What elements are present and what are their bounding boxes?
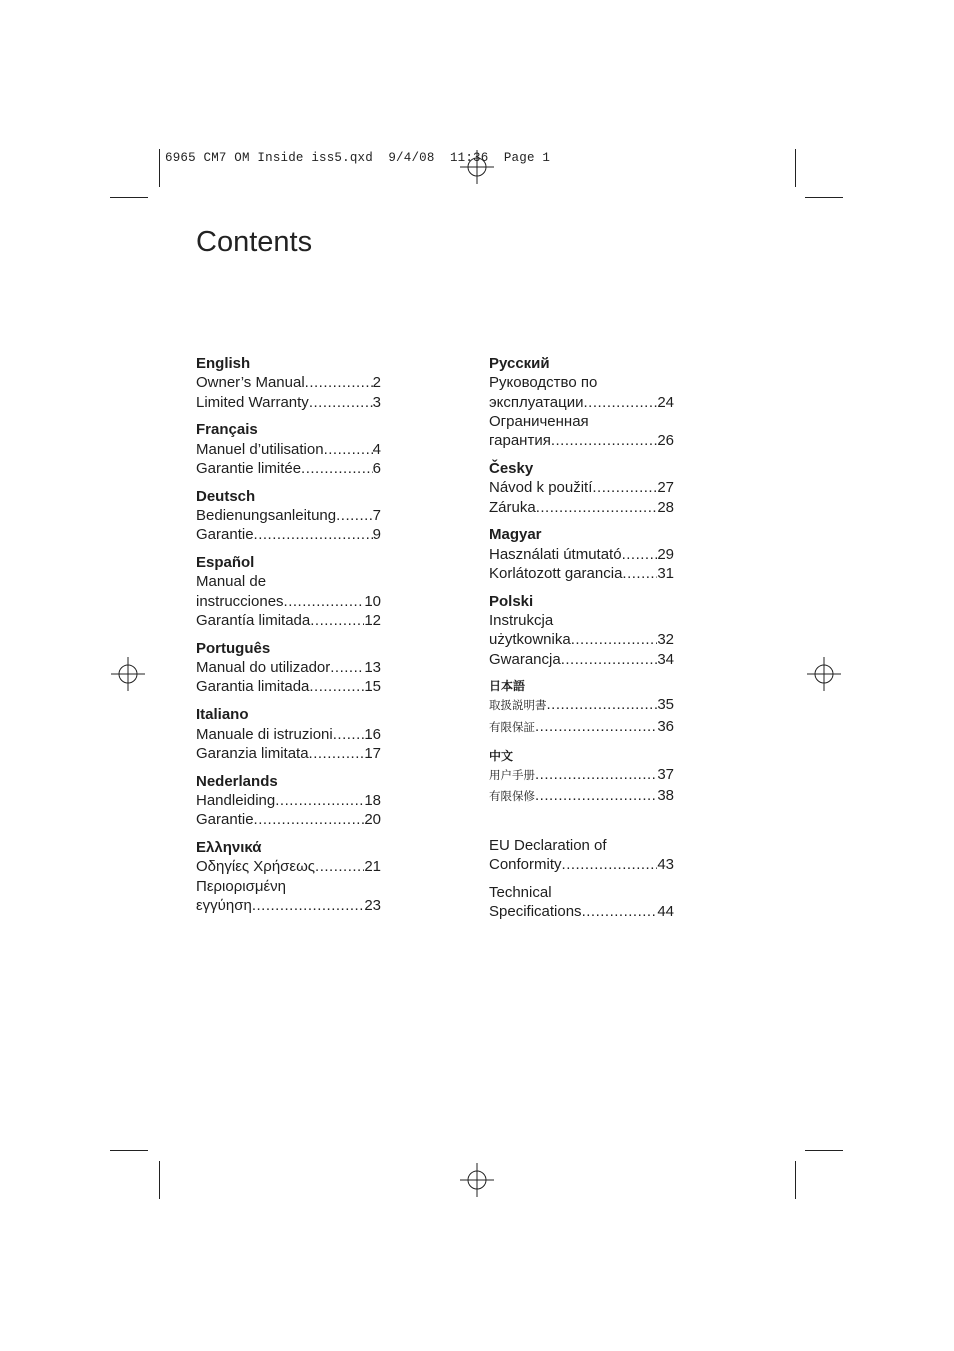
page-number: 26: [657, 432, 674, 450]
page-number: 20: [364, 811, 381, 829]
contents-entry[interactable]: [489, 545, 674, 564]
contents-section: [196, 639, 381, 697]
page-number: 6: [372, 459, 381, 477]
page-number: 38: [657, 786, 674, 804]
entry-line: [196, 506, 381, 525]
contents-section: [489, 459, 674, 517]
entry-line: [196, 857, 381, 876]
dot-leader: [535, 765, 657, 784]
section-heading: 中文: [489, 748, 514, 763]
entry-label: instrucciones: [196, 592, 284, 610]
dot-leader: [622, 564, 657, 583]
crop-mark: [110, 197, 148, 198]
entry-line: [489, 431, 674, 450]
dot-leader: [551, 431, 657, 450]
dot-leader: [571, 630, 658, 649]
contents-entry[interactable]: [489, 373, 674, 412]
contents-entry[interactable]: [196, 525, 381, 544]
entry-label-line: Technical: [489, 883, 552, 901]
contents-section: [196, 420, 381, 478]
entry-line: [196, 611, 381, 630]
print-slug: 6965 CM7 OM Inside iss5.qxd 9/4/08 11:36 Page 1: [165, 151, 551, 165]
crop-mark: [110, 1150, 148, 1151]
entry-label: Garanzia limitata: [196, 744, 309, 762]
page-number: 29: [657, 545, 674, 563]
entry-line: [489, 650, 674, 669]
dot-leader: [252, 896, 364, 915]
entry-line: [196, 373, 381, 392]
entry-line: [196, 810, 381, 829]
contents-section: [196, 772, 381, 830]
contents-section: [489, 677, 674, 738]
entry-label: Garantie: [196, 811, 254, 829]
dot-leader: [562, 855, 658, 874]
page-number: 15: [364, 678, 381, 696]
contents-entry[interactable]: [489, 564, 674, 583]
contents-entry[interactable]: [196, 393, 381, 412]
contents-section: [196, 354, 381, 412]
contents-section: [196, 553, 381, 630]
entry-label: Használati útmutató: [489, 545, 622, 563]
entry-line: [196, 725, 381, 744]
contents-section: [196, 487, 381, 545]
dot-leader: [309, 393, 373, 412]
section-heading: Magyar: [489, 526, 542, 544]
section-heading: Français: [196, 421, 258, 439]
entry-label: эксплуатации: [489, 393, 584, 411]
entry-label: 有限保証: [489, 721, 535, 734]
contents-section: [196, 705, 381, 763]
entry-label-line: Instrukcja: [489, 612, 554, 630]
entry-label: Záruka: [489, 498, 536, 516]
page-number: 9: [372, 526, 381, 544]
dot-leader: [582, 902, 658, 921]
entry-line: [196, 393, 381, 412]
dot-leader: [275, 791, 364, 810]
section-heading: Deutsch: [196, 487, 256, 505]
contents-column-left: [196, 354, 381, 924]
dot-leader: [284, 592, 365, 611]
contents-entry[interactable]: [196, 373, 381, 392]
registration-mark-icon: [807, 657, 841, 691]
dot-leader: [310, 611, 364, 630]
dot-leader: [309, 744, 365, 763]
entry-line: [489, 786, 674, 807]
dot-leader: [622, 545, 658, 564]
entry-label: Gwarancja: [489, 650, 561, 668]
dot-leader: [536, 498, 658, 517]
dot-leader: [584, 393, 658, 412]
entry-label: Manuel d’utilisation: [196, 440, 324, 458]
crop-mark: [805, 1150, 843, 1151]
crop-mark: [159, 149, 160, 187]
contents-section: [489, 836, 674, 875]
dot-leader: [592, 478, 657, 497]
section-heading: Ελληνικά: [196, 839, 262, 857]
contents-entry[interactable]: [489, 498, 674, 517]
contents-column-right: [489, 354, 674, 930]
contents-entry[interactable]: [196, 658, 381, 677]
page-number: 32: [657, 631, 674, 649]
entry-label: Korlátozott garancia: [489, 564, 623, 582]
entry-line: [196, 459, 381, 478]
entry-line: [489, 498, 674, 517]
crop-mark: [795, 149, 796, 187]
entry-line: [489, 765, 674, 786]
entry-line: [489, 695, 674, 716]
entry-line: [489, 478, 674, 497]
contents-entry[interactable]: [489, 883, 674, 922]
contents-entry[interactable]: [489, 611, 674, 650]
contents-entry[interactable]: [489, 478, 674, 497]
dot-leader: [324, 440, 373, 459]
contents-entry[interactable]: [196, 725, 381, 744]
dot-leader: [301, 459, 373, 478]
page-number: 44: [657, 903, 674, 921]
contents-section: [489, 525, 674, 583]
dot-leader: [330, 658, 364, 677]
entry-label-line: EU Declaration of: [489, 836, 607, 854]
entry-line: [489, 564, 674, 583]
entry-label: Οδηγίες Χρήσεως: [196, 858, 316, 876]
page-number: 21: [364, 858, 381, 876]
contents-entry[interactable]: [489, 765, 674, 786]
contents-entry[interactable]: [489, 412, 674, 451]
entry-label: Návod k použití: [489, 479, 593, 497]
entry-label: Manuale di istruzioni: [196, 725, 333, 743]
section-heading: Italiano: [196, 706, 249, 724]
dot-leader: [254, 810, 365, 829]
dot-leader: [305, 373, 373, 392]
entry-label: Handleiding: [196, 791, 276, 809]
page-number: 3: [372, 393, 381, 411]
contents-entry[interactable]: [196, 810, 381, 829]
entry-label: Limited Warranty: [196, 393, 309, 411]
entry-label: Owner’s Manual: [196, 374, 305, 392]
contents-section: [489, 747, 674, 808]
entry-line: [489, 630, 674, 649]
page-number: 34: [657, 650, 674, 668]
entry-label: Manual do utilizador: [196, 659, 331, 677]
contents-entry[interactable]: [489, 695, 674, 716]
contents-section: [489, 354, 674, 450]
contents-entry[interactable]: [489, 650, 674, 669]
entry-label: użytkownika: [489, 631, 571, 649]
page-number: 13: [364, 659, 381, 677]
page-number: 2: [372, 374, 381, 392]
entry-line: [489, 393, 674, 412]
entry-label: Bedienungsanleitung: [196, 507, 337, 525]
contents-entry[interactable]: [196, 744, 381, 763]
registration-mark-icon: [111, 657, 145, 691]
entry-line: [489, 717, 674, 738]
page-number: 36: [657, 717, 674, 735]
entry-label-line: Περιορισμένη: [196, 877, 287, 895]
entry-line: [489, 902, 674, 921]
section-heading: Nederlands: [196, 772, 278, 790]
contents-entry[interactable]: [196, 440, 381, 459]
page-number: 23: [364, 896, 381, 914]
contents-entry[interactable]: [196, 506, 381, 525]
section-heading: English: [196, 355, 251, 372]
contents-entry[interactable]: [196, 877, 381, 916]
crop-mark: [805, 197, 843, 198]
entry-label: Conformity: [489, 855, 562, 873]
entry-label-line: Руководство по: [489, 374, 598, 392]
contents-section: [489, 883, 674, 922]
contents-entry[interactable]: [489, 717, 674, 738]
section-heading: Español: [196, 554, 255, 572]
contents-entry[interactable]: [196, 791, 381, 810]
crop-mark: [795, 1161, 796, 1199]
page-number: 31: [657, 564, 674, 582]
contents-section: [196, 838, 381, 915]
dot-leader: [254, 525, 373, 544]
crop-mark: [159, 1161, 160, 1199]
contents-entry[interactable]: [196, 677, 381, 696]
contents-entry[interactable]: [196, 611, 381, 630]
entry-label: εγγύηση: [196, 896, 252, 914]
dot-leader: [547, 695, 658, 714]
page-number: 35: [657, 696, 674, 714]
page-number: 7: [372, 507, 381, 525]
entry-label-line: Ограниченная: [489, 412, 589, 430]
entry-label-line: Manual de: [196, 573, 267, 591]
page-number: 27: [657, 479, 674, 497]
contents-entry[interactable]: [489, 786, 674, 807]
page-number: 12: [364, 612, 381, 630]
section-gap: [489, 816, 674, 836]
contents-entry[interactable]: [196, 459, 381, 478]
entry-label: Garantía limitada: [196, 612, 311, 630]
entry-line: [489, 545, 674, 564]
dot-leader: [535, 786, 657, 805]
entry-label: 用户手册: [489, 769, 535, 782]
registration-mark-icon: [460, 150, 494, 184]
entry-line: [196, 896, 381, 915]
entry-line: [196, 525, 381, 544]
section-heading: Česky: [489, 459, 534, 477]
entry-line: [196, 658, 381, 677]
entry-line: [196, 592, 381, 611]
contents-entry[interactable]: [489, 836, 674, 875]
dot-leader: [561, 650, 658, 669]
entry-label: Garantie limitée: [196, 459, 302, 477]
section-heading: 日本語: [489, 679, 526, 694]
entry-label: Specifications: [489, 903, 582, 921]
dot-leader: [333, 725, 365, 744]
page-title: Contents: [196, 226, 313, 258]
entry-label: 取扱説明書: [489, 700, 547, 713]
entry-label: Garantie: [196, 526, 254, 544]
page-number: 16: [364, 725, 381, 743]
entry-line: [489, 855, 674, 874]
section-heading: Polski: [489, 592, 534, 610]
page-number: 43: [657, 855, 674, 873]
entry-line: [196, 791, 381, 810]
entry-label: Garantia limitada: [196, 678, 310, 696]
page-number: 4: [372, 440, 381, 458]
dot-leader: [315, 857, 364, 876]
dot-leader: [309, 677, 364, 696]
page-number: 17: [364, 744, 381, 762]
page-number: 28: [657, 498, 674, 516]
entry-label: 有限保修: [489, 790, 535, 803]
dot-leader: [336, 506, 373, 525]
section-heading: Português: [196, 639, 271, 657]
page-number: 10: [364, 592, 381, 610]
entry-line: [196, 440, 381, 459]
entry-label: гарантия: [489, 432, 551, 450]
registration-mark-icon: [460, 1163, 494, 1197]
page-number: 18: [364, 791, 381, 809]
page-number: 37: [657, 765, 674, 783]
contents-entry[interactable]: [196, 572, 381, 611]
contents-entry[interactable]: [196, 857, 381, 876]
contents-section: [489, 592, 674, 669]
entry-line: [196, 677, 381, 696]
section-heading: Русский: [489, 355, 550, 372]
page-number: 24: [657, 393, 674, 411]
dot-leader: [535, 717, 657, 736]
entry-line: [196, 744, 381, 763]
